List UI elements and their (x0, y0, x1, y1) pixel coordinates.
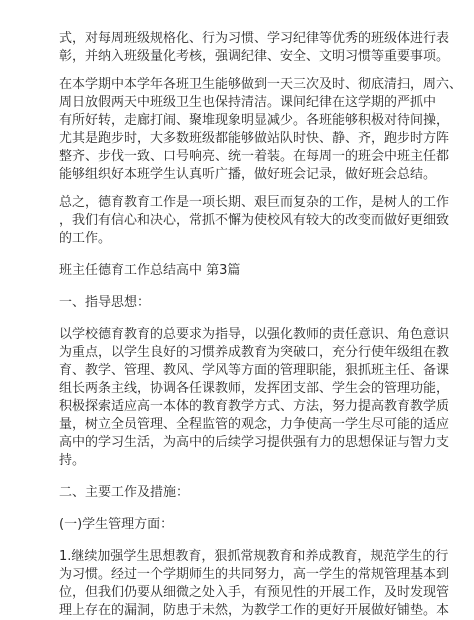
text-line: 能够组织好本班学生认真听广播，做好班会记录，做好班会总结。 (59, 167, 437, 182)
paragraph-gap (59, 534, 417, 548)
text-line: 在本学期中本学年各班卫生能够做到一天三次及时、彻底清扫，周六、 (59, 77, 463, 92)
heading: 一、指导思想： (59, 295, 151, 310)
text-line: 积极探索适应高一本体的教育教学方式、方法，努力提高教育教学质 (59, 399, 450, 414)
text-line: 有所好转，走廊打闹、聚堆现象明显减少。各班能够积极对待间操， (59, 113, 450, 128)
paragraph (59, 548, 450, 620)
paragraph (59, 194, 450, 248)
paragraph-gap (59, 312, 417, 326)
text-line: 位，但我们仍要从细微之处入手，有预见性的开展工作，及时发现管 (59, 585, 450, 600)
paragraph-gap (59, 184, 417, 194)
text-line: 式，对每周班级规格化、行为习惯、学习纪律等优秀的班级体进行表 (59, 31, 450, 46)
text-line: 育、教学、管理、教风、学风等方面的管理职能，狠抓班主任、备课 (59, 363, 450, 378)
text-line: 理上存在的漏洞，防患于未然，为教学工作的更好开展做好铺垫。本 (59, 603, 450, 618)
paragraph (59, 326, 450, 470)
text-line: 为重点，以学生良好的习惯养成教育为突破口，充分行使年级组在教 (59, 345, 450, 360)
text-line: ，我们有信心和决心，常抓不懈为使校风有较大的改变而做好更细致 (59, 213, 450, 228)
paragraph-gap (59, 248, 417, 262)
text-line: 整齐、步伐一致、口号响亮、统一着装。在每周一的班会中班主任都 (59, 149, 450, 164)
paragraph-gap (59, 502, 417, 516)
paragraph-gap (59, 280, 417, 294)
text-line: 以学校德育教育的总要求为指导，以强化教师的责任意识、角色意识 (59, 327, 450, 342)
text-line: 组长两条主线，协调各任课教师，发挥团支部、学生会的管理功能， (59, 381, 450, 396)
subheading: (一)学生管理方面： (59, 517, 174, 532)
text-line: 尤其是跑步时，大多数班级都能够做站队时快、静、齐，跑步时方阵 (59, 131, 450, 146)
text-line: 的工作。 (59, 231, 112, 246)
heading: 二、主要工作及措施： (59, 485, 190, 500)
paragraph-gap (59, 470, 417, 484)
text-line: 周日放假两天中班级卫生也保持清洁。课间纪律在这学期的严抓中 (59, 95, 437, 110)
text-line: 1.继续加强学生思想教育，狠抓常规教育和养成教育，规范学生的行 (59, 549, 449, 564)
paragraph (59, 30, 450, 66)
text-line: 彰，并纳入班级量化考核，强调纪律、安全、文明习惯等重要事项。 (59, 49, 450, 64)
paragraph-gap (59, 66, 417, 76)
text-line: 高中的学习生活，为高中的后续学习提供强有力的思想保证与智力支 (59, 435, 450, 450)
text-line: 总之，德育教育工作是一项长期、艰巨而复杂的工作，是树人的工作 (59, 195, 450, 210)
text-line: 持。 (59, 453, 86, 468)
section-title: 班主任德育工作总结高中 第3篇 (59, 263, 241, 278)
text-line: 为习惯。经过一个学期师生的共同努力，高一学生的常规管理基本到 (59, 567, 450, 582)
paragraph (59, 76, 463, 184)
text-line: 量，树立全员管理、全程监管的观念，力争使高一学生尽可能的适应 (59, 417, 450, 432)
